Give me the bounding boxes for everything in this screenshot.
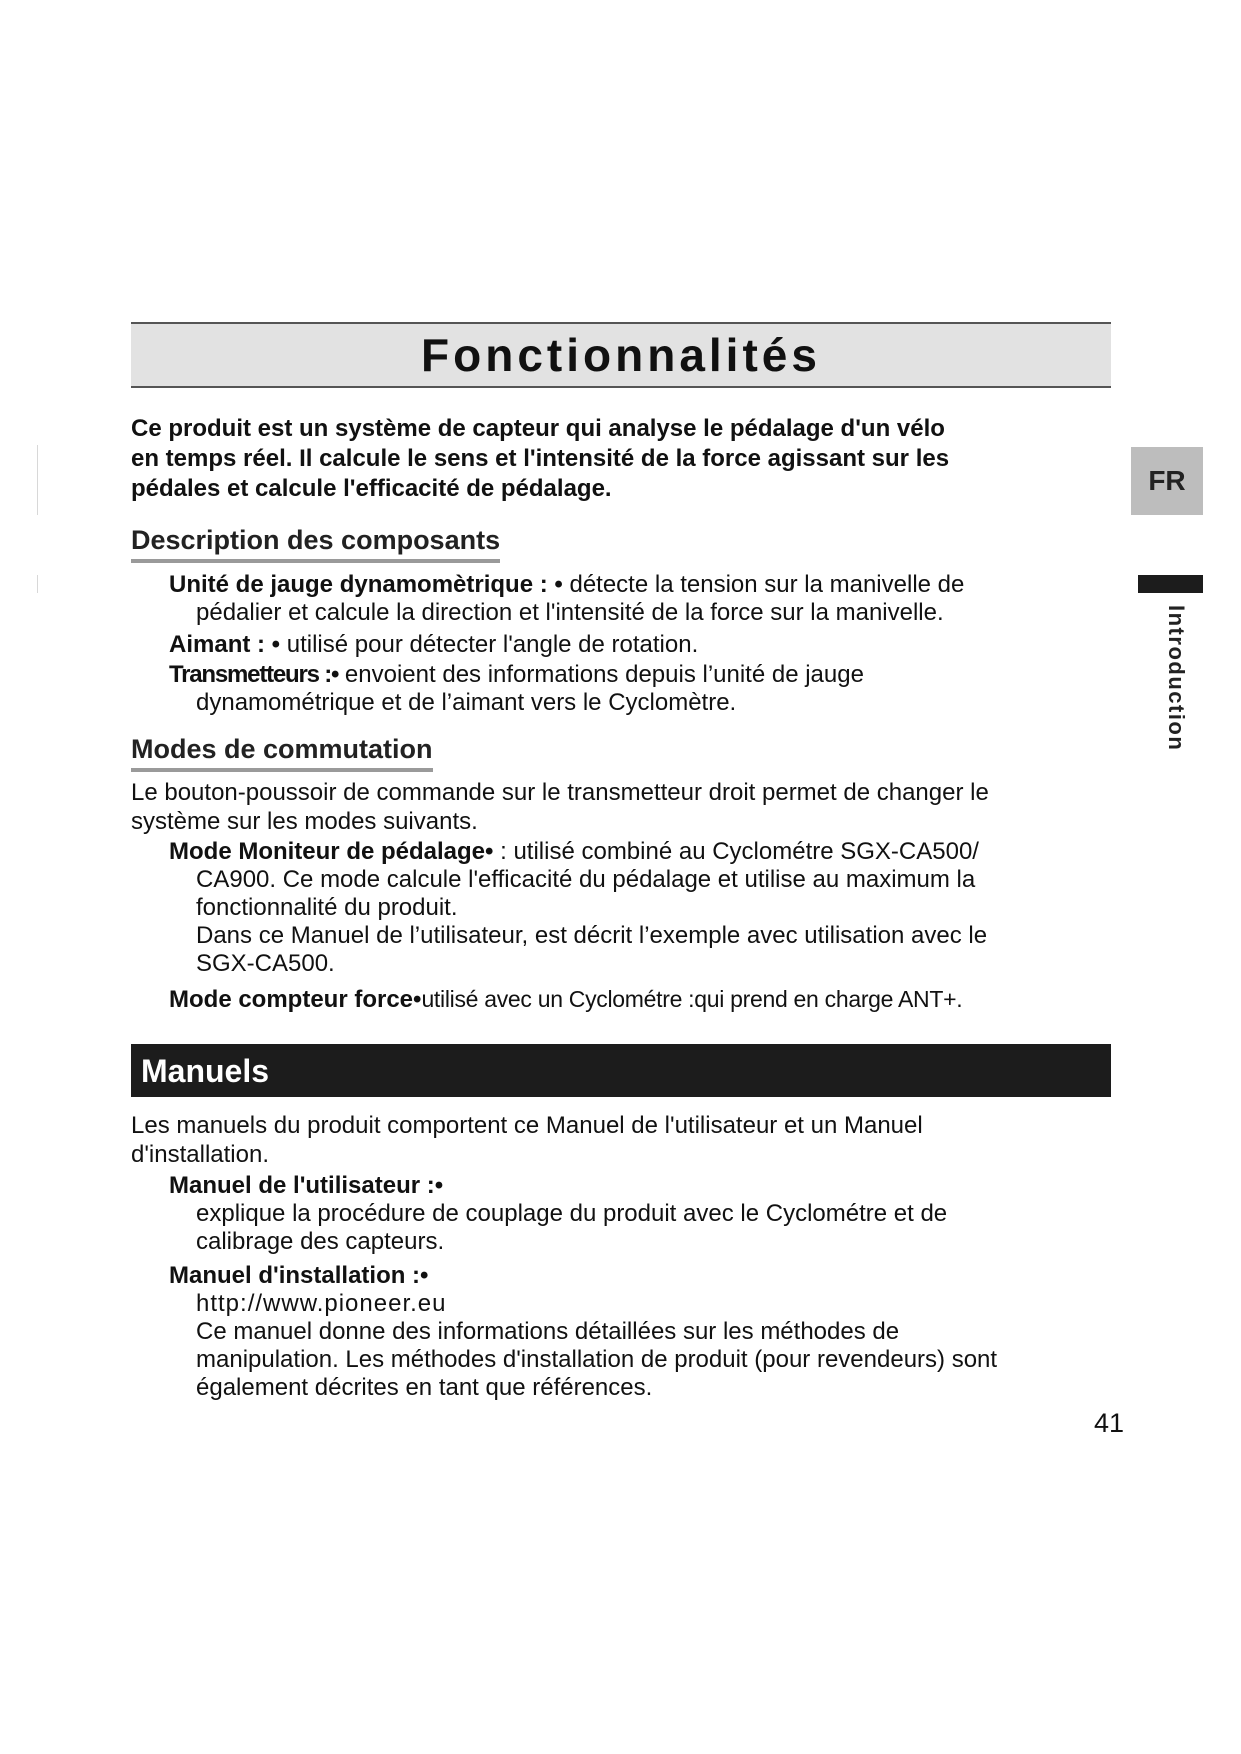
margin-mark xyxy=(37,445,38,515)
section-marker-bar xyxy=(1138,575,1203,593)
manual-desc: Ce manuel donne des informations détaillées sur les méthodes de xyxy=(196,1318,900,1345)
modes-intro-line: système sur les modes suivants. xyxy=(131,808,478,835)
mode-desc: SGX-CA500. xyxy=(196,950,335,977)
manual-term: Manuel de l'utilisateur :• xyxy=(169,1172,444,1199)
intro-line: Ce produit est un système de capteur qui analyse le pédalage d'un vélo xyxy=(131,415,945,442)
manual-desc: manipulation. Les méthodes d'installation de produit (pour revendeurs) sont xyxy=(196,1346,998,1373)
page-number: 41 xyxy=(1094,1408,1125,1438)
manual-term: Manuel d'installation :• xyxy=(169,1262,429,1289)
component-item xyxy=(169,631,1099,659)
manuels-heading: Manuels xyxy=(141,1053,270,1089)
mode-desc: CA900. Ce mode calcule l'efficacité du pédalage et utilise au maximum la xyxy=(196,866,976,893)
mode-term: Mode compteur force• xyxy=(169,986,422,1013)
mode-item xyxy=(169,985,1099,1014)
component-term: Unité de jauge dynamomètrique : • xyxy=(169,571,563,598)
page-title: Fonctionnalités xyxy=(421,329,821,381)
manual-desc: également décrites en tant que références. xyxy=(196,1374,653,1401)
component-desc: utilisé pour détecter l'angle de rotation. xyxy=(280,631,699,658)
mode-desc: utilisé avec un Cyclométre :qui prend en charge ANT+. xyxy=(421,986,963,1012)
modes-intro xyxy=(131,778,1101,836)
intro-line: en temps réel. Il calcule le sens et l'intensité de la force agissant sur les xyxy=(131,445,950,472)
section-label: Introduction xyxy=(1164,605,1189,752)
modes-intro-line: Le bouton-poussoir de commande sur le transmetteur droit permet de changer le xyxy=(131,779,989,806)
component-item xyxy=(169,571,1099,627)
component-desc: envoient des informations depuis l’unité de jauge xyxy=(338,661,864,688)
intro-line: pédales et calcule l'efficacité de pédalage. xyxy=(131,475,612,502)
manual-url[interactable]: http://www.pioneer.eu xyxy=(196,1290,447,1317)
language-tab: FR xyxy=(1131,447,1203,515)
mode-desc: Dans ce Manuel de l’utilisateur, est décrit l’exemple avec utilisation avec le xyxy=(196,922,988,949)
component-term: Aimant : • xyxy=(169,631,281,658)
component-desc: pédalier et calcule la direction et l'intensité de la force sur la manivelle. xyxy=(196,599,944,626)
component-term: Transmetteurs :• xyxy=(169,661,339,688)
manual-item xyxy=(169,1172,1099,1256)
manuels-bar xyxy=(131,1044,1111,1097)
modes-heading: Modes de commutation xyxy=(131,732,433,772)
manuals-intro-line: d'installation. xyxy=(131,1141,269,1168)
manual-desc: explique la procédure de couplage du produit avec le Cyclométre et de xyxy=(196,1200,948,1227)
page-title-bar xyxy=(131,322,1111,388)
component-desc: détecte la tension sur la manivelle de xyxy=(562,571,965,598)
component-item xyxy=(169,661,1099,717)
intro-paragraph xyxy=(131,414,1071,504)
mode-term: Mode Moniteur de pédalage• xyxy=(169,838,494,865)
manuals-intro-line: Les manuels du produit comportent ce Manuel de l'utilisateur et un Manuel xyxy=(131,1112,923,1139)
components-heading: Description des composants xyxy=(131,523,500,563)
margin-mark xyxy=(37,575,38,593)
manuals-intro xyxy=(131,1111,1101,1169)
component-desc: dynamométrique et de l’aimant vers le Cyclomètre. xyxy=(196,689,737,716)
mode-desc: fonctionnalité du produit. xyxy=(196,894,458,921)
mode-desc: : utilisé combiné au Cyclométre SGX-CA500/ xyxy=(493,838,979,865)
mode-item xyxy=(169,838,1099,978)
manual-desc: calibrage des capteurs. xyxy=(196,1228,445,1255)
manual-item xyxy=(169,1262,1099,1402)
